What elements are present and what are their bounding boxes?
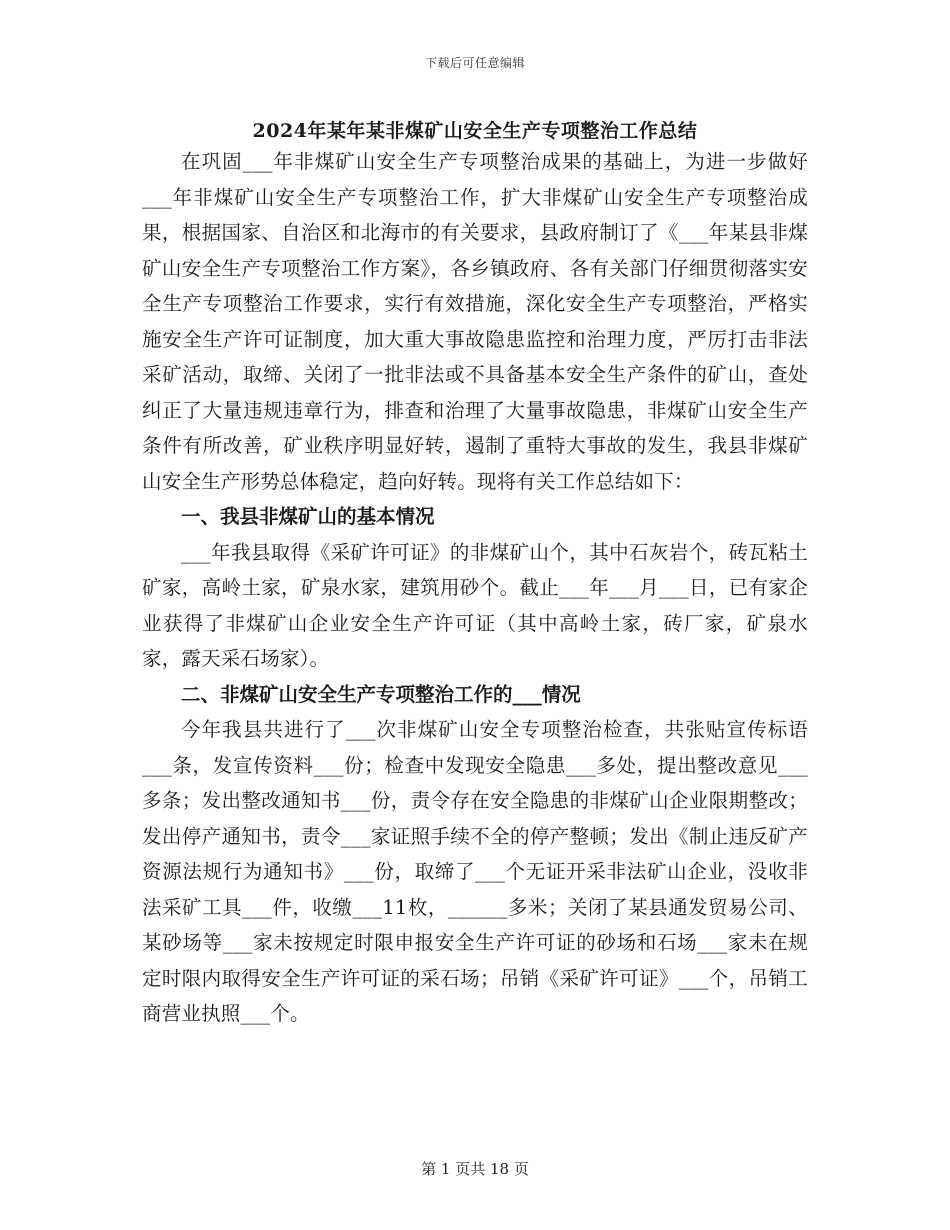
section-2-paragraph: 今年我县共进行了___次非煤矿山安全专项整治检查，共张贴宣传标语___条，发宣传资料___份；检查中发现安全隐患___多处，提出整改意见___多条；发出整改通知书___份，责令存在安全隐患的非煤矿山企业限期整改；发出停产通知书，责令___家证照手续不全的停产整顿；发出《制止违反矿产资源法规行为通知书》___份，取缔了___个无证开采非法矿山企业，没收非法采矿工具___件，收缴___11枚，______多米；关闭了某县通发贸易公司、某砂场等___家未按规定时限申报安全生产许可证的砂场和石场___家未在规定时限内取得安全生产许可证的采石场；吊销《采矿许可证》___个，吊销工商营业执照___个。 [142,718,808,1025]
page-number: 第 1 页共 18 页 [421,1160,529,1178]
section-heading-2: 二、非煤矿山安全生产专项整治工作的___情况 [181,682,581,706]
download-note: 下载后可任意编辑 [424,56,525,70]
section-heading-1: 一、我县非煤矿山的基本情况 [181,505,435,528]
intro-paragraph: 在巩固___年非煤矿山安全生产专项整治成果的基础上，为进一步做好___年非煤矿山安全生产专项整治工作，扩大非煤矿山安全生产专项整治成果，根据国家、自治区和北海市的有关要求，县政府制订了《___年某县非煤矿山安全生产专项整治工作方案》，各乡镇政府、各有关部门仔细贯彻落实安全生产专项整治工作要求，实行有效措施，深化安全生产专项整治，严格实施安全生产许可证制度，加大重大事故隐患监控和治理力度，严厉打击非法采矿活动，取缔、关闭了一批非法或不具备基本安全生产条件的矿山，查处纠正了大量违规违章行为，排查和治理了大量事故隐患，非煤矿山安全生产条件有所改善，矿业秩序明显好转，遏制了重特大事故的发生，我县非煤矿山安全生产形势总体稳定，趋向好转。现将有关工作总结如下： [142,150,808,493]
document-body [142,144,808,1032]
document-title: 2024年某年某非煤矿山安全生产专项整治工作总结 [252,120,698,142]
section-1-paragraph: ___年我县取得《采矿许可证》的非煤矿山个，其中石灰岩个，砖瓦粘土矿家，高岭土家，矿泉水家，建筑用砂个。截止___年___月___日，已有家企业获得了非煤矿山企业安全生产许可证（其中高岭土家，砖厂家，矿泉水家，露天采石场家）。 [142,540,808,670]
